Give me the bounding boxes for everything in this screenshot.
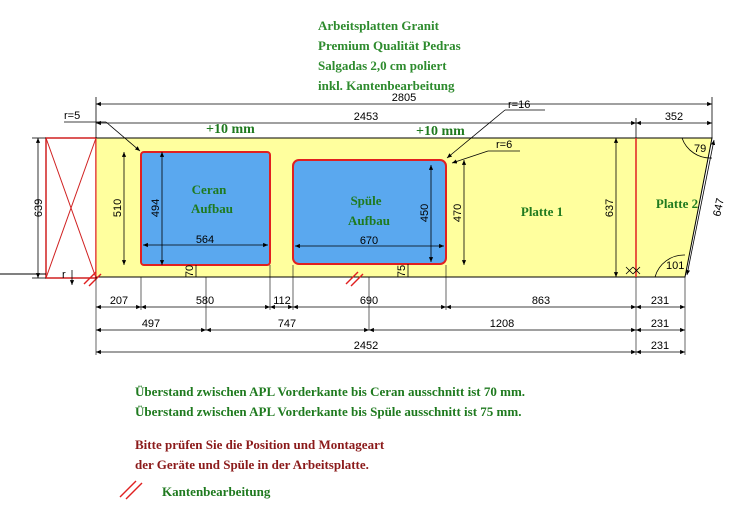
platte-1-label: Platte 1 xyxy=(520,204,564,219)
note-check-2: der Geräte und Spüle in der Arbeitsplatte. xyxy=(135,457,369,472)
dim-depth-637: 637 xyxy=(604,198,616,218)
platte-2-label: Platte 2 xyxy=(655,196,699,211)
dim-row1-6: 231 xyxy=(650,295,670,307)
plus10-left-label: +10 mm xyxy=(206,122,255,137)
dim-ceran-h: 494 xyxy=(150,198,162,218)
radius-r5: r=5 xyxy=(64,110,81,122)
cross-r-label: r xyxy=(62,269,66,281)
dim-left-side: 639 xyxy=(33,198,45,218)
note-ceran: Überstand zwischen APL Vorderkante bis Ceran ausschnitt ist 70 mm. xyxy=(135,384,526,399)
note-spuele: Überstand zwischen APL Vorderkante bis Spüle ausschnitt ist 75 mm. xyxy=(135,404,522,419)
dim-row1-3: 112 xyxy=(273,295,291,307)
header-line-3: Salgadas 2,0 cm poliert xyxy=(318,58,447,73)
radius-r16: r=16 xyxy=(508,99,531,111)
ceran-label-2: Aufbau xyxy=(191,201,233,216)
dim-top-p2: 352 xyxy=(664,111,684,123)
header xyxy=(318,18,461,93)
dim-spuele-ov: 75 xyxy=(396,264,408,278)
dim-row1-4: 690 xyxy=(359,295,379,307)
bottom-dims xyxy=(96,307,685,352)
note-check-1: Bitte prüfen Sie die Position und Montageart xyxy=(135,437,385,452)
dim-ceran-ov: 70 xyxy=(184,264,196,278)
dim-row2-2: 747 xyxy=(277,318,297,330)
ceran-label-1: Ceran xyxy=(191,182,227,197)
dim-p2-diag: 647 xyxy=(711,197,727,218)
dim-spuele-w: 670 xyxy=(359,235,379,247)
dim-top-total: 2805 xyxy=(391,92,417,104)
spuele-label-2: Aufbau xyxy=(348,213,390,228)
plus10-right-label: +10 mm xyxy=(416,124,465,139)
dim-top-p1: 2453 xyxy=(353,111,379,123)
dim-depth-510: 510 xyxy=(112,198,124,218)
dim-ceran-w: 564 xyxy=(195,234,215,246)
dim-depth-470: 470 xyxy=(452,203,464,223)
header-line-2: Premium Qualität Pedras xyxy=(318,38,461,53)
bottom-extension-lines xyxy=(96,265,685,355)
legend-label: Kantenbearbeitung xyxy=(162,484,271,499)
dim-row1-2: 580 xyxy=(195,295,215,307)
dim-row3-2: 231 xyxy=(650,340,670,352)
dim-row2-3: 1208 xyxy=(489,318,515,330)
spuele-label-1: Spüle xyxy=(350,193,382,208)
dim-row1-5: 863 xyxy=(531,295,551,307)
bottom-dim-labels xyxy=(110,295,669,352)
legend-edge-icon xyxy=(120,481,142,499)
dim-row2-4: 231 xyxy=(650,318,670,330)
radius-r6: r=6 xyxy=(496,139,513,151)
dim-row1-1: 207 xyxy=(109,295,129,307)
corner-101-label: 101 xyxy=(666,260,685,272)
corner-79-label: 79 xyxy=(694,143,707,155)
side-panel xyxy=(46,138,96,278)
dim-row3-1: 2452 xyxy=(353,340,379,352)
dim-spuele-h: 450 xyxy=(419,203,431,223)
header-line-4: inkl. Kantenbearbeitung xyxy=(318,78,455,93)
dim-row2-1: 497 xyxy=(141,318,161,330)
header-line-1: Arbeitsplatten Granit xyxy=(318,18,439,33)
